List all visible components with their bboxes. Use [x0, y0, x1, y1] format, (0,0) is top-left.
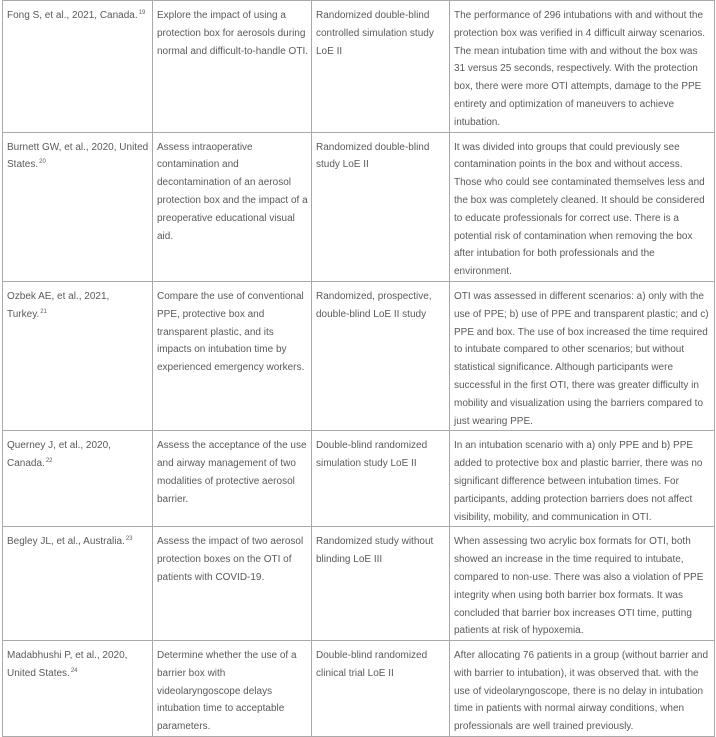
reference-number: 23 — [125, 536, 133, 543]
table-row — [3, 132, 715, 281]
table-row — [3, 281, 715, 430]
evidence-table — [2, 0, 715, 737]
study-citation: Begley JL, et al., Australia. — [7, 536, 125, 548]
table-row — [3, 1, 715, 133]
table-row — [3, 641, 715, 737]
study-cell — [3, 281, 153, 430]
table-row — [3, 431, 715, 527]
study-citation: Burnett GW, et al., 2020, United States. — [7, 141, 149, 171]
table-row — [3, 527, 715, 641]
design-cell: Randomized double-blind study LoE II — [312, 132, 450, 281]
reference-number: 19 — [138, 10, 146, 16]
result-cell: OTI was assessed in different scenarios: a) only with the use of PPE; b) use of PPE and transparent plastic; and c) PPE and box. The use of box increased the time required to intubate compared to other scenarios; but without statistical significance. Although participants were successful in the first OTI, there was greater difficulty in mobility and visualization using the barriers compared to just wearing PPE. — [450, 281, 715, 430]
objective-cell: Assess the impact of two aerosol protection boxes on the OTI of patients with COVID-19. — [153, 527, 312, 641]
study-citation: Querney J, et al., 2020, Canada. — [7, 440, 111, 470]
study-cell — [3, 132, 153, 281]
objective-cell: Determine whether the use of a barrier box with videolaryngoscope delays intubation time to acceptable parameters. — [153, 641, 312, 737]
design-cell: Randomized, prospective, double-blind LoE II study — [312, 281, 450, 430]
objective-cell: Explore the impact of using a protection box for aerosols during normal and difficult-to-handle OTI. — [153, 1, 312, 133]
study-citation: Fong S, et al., 2021, Canada. — [7, 10, 138, 21]
study-cell — [3, 527, 153, 641]
study-cell — [3, 641, 153, 737]
result-cell: It was divided into groups that could previously see contamination points in the box and without access. Those who could see contaminated themselves less and the box was completely cleaned. It should be considered to educate professionals for correct use. There is a potential risk of contamination when removing the box after intubation for both professionals and the environment. — [450, 132, 715, 281]
reference-number: 22 — [45, 458, 53, 465]
objective-cell: Assess the acceptance of the use and airway management of two modalities of protective aerosol barrier. — [153, 431, 312, 527]
study-cell — [3, 1, 153, 133]
result-cell: The performance of 296 intubations with and without the protection box was verified in 4 difficult airway scenarios. The mean intubation time with and without the box was 31 versus 25 seconds, respectively. With the protection box, there were more OTI attempts, damage to the PPE entirety and optimization of maneuvers to achieve intubation. — [450, 1, 715, 133]
objective-cell: Assess intraoperative contamination and decontamination of an aerosol protection box and the impact of a preoperative educational visual aid. — [153, 132, 312, 281]
reference-number: 21 — [40, 308, 47, 315]
objective-cell: Compare the use of conventional PPE, protective box and transparent plastic, and its impacts on intubation time by experienced emergency workers. — [153, 281, 312, 430]
result-cell: When assessing two acrylic box formats for OTI, both showed an increase in the time required to intubate, compared to non-use. There was also a violation of PPE integrity when using both barrier box formats. It was concluded that barrier box increases OTI time, putting patients at risk of hypoxemia. — [450, 527, 715, 641]
study-citation: Ozbek AE, et al., 2021, Turkey. — [7, 290, 110, 320]
design-cell: Double-blind randomized clinical trial LoE II — [312, 641, 450, 737]
reference-number: 24 — [70, 667, 78, 674]
study-citation: Madabhushi P, et al., 2020, United States. — [7, 650, 128, 679]
study-cell — [3, 431, 153, 527]
reference-number: 20 — [39, 159, 46, 166]
result-cell: After allocating 76 patients in a group (without barrier and with barrier to intubation), it was observed that. with the use of videolaryngoscope, there is no delay in intubation time in patients with normal airway conditions, when professionals are well trained previously. — [450, 641, 715, 737]
design-cell: Randomized double-blind controlled simulation study LoE II — [312, 1, 450, 133]
design-cell: Randomized study without blinding LoE III — [312, 527, 450, 641]
result-cell: In an intubation scenario with a) only PPE and b) PPE added to protective box and plastic barrier, there was no significant difference between intubation times. For participants, adding protection barriers does not affect visibility, mobility, and communication in OTI. — [450, 431, 715, 527]
design-cell: Double-blind randomized simulation study LoE II — [312, 431, 450, 527]
